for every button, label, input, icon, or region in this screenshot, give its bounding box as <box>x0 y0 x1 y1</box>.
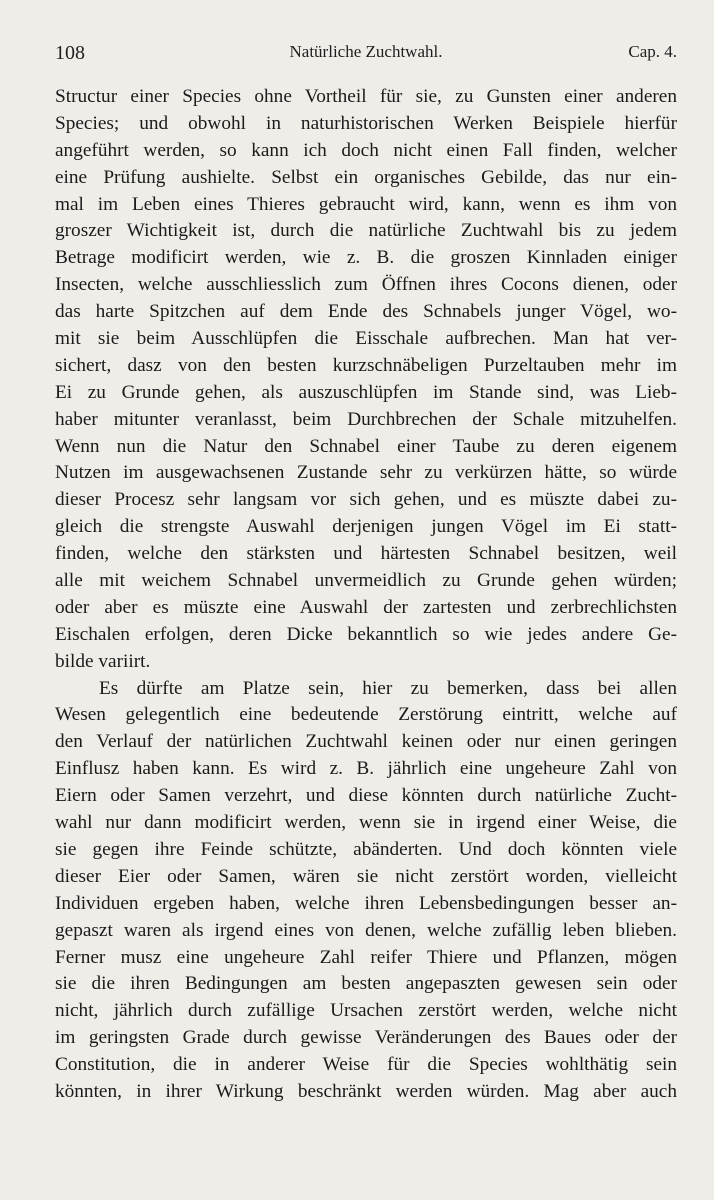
text-line: den Verlauf der natürlichen Zuchtwahl keinen oder nur einen geringen <box>55 731 677 753</box>
text-line: Es dürfte am Platze sein, hier zu bemerken, dass bei allen <box>99 677 677 699</box>
text-line: Constitution, die in anderer Weise für die Species wohlthätig sein <box>55 1054 677 1076</box>
text-line: Nutzen im ausgewachsenen Zustande sehr zu verkürzen hätte, so würde <box>55 462 677 484</box>
text-line: angeführt werden, so kann ich doch nicht einen Fall finden, welcher <box>55 139 677 161</box>
running-head <box>55 42 677 72</box>
text-line: Species; und obwohl in naturhistorischen Werken Beispiele hierfür <box>55 112 677 134</box>
text-line: Insecten, welche ausschliesslich zum Öffnen ihres Cocons dienen, oder <box>55 274 677 296</box>
text-line: sie die ihren Bedingungen am besten angepaszten gewesen sein oder <box>55 973 677 995</box>
body-text <box>55 84 677 1106</box>
text-line: Individuen ergeben haben, welche ihren Lebensbedingungen besser an- <box>55 892 677 914</box>
text-line: im geringsten Grade durch gewisse Veränderungen des Baues oder der <box>55 1027 677 1049</box>
paragraph <box>55 84 677 676</box>
text-line: Einflusz haben kann. Es wird z. B. jährlich eine ungeheure Zahl von <box>55 758 677 780</box>
chapter-reference: Cap. 4. <box>628 42 677 61</box>
text-line: mal im Leben eines Thieres gebraucht wird, kann, wenn es ihm von <box>55 193 677 215</box>
text-line: Eischalen erfolgen, deren Dicke bekanntlich so wie jedes andere Ge- <box>55 623 677 645</box>
text-line: haber mitunter veranlasst, beim Durchbrechen der Schale mitzuhelfen. <box>55 408 677 430</box>
text-line: gleich die strengste Auswahl derjenigen jungen Vögel im Ei statt- <box>55 516 677 538</box>
text-line: Eiern oder Samen verzehrt, und diese könnten durch natürliche Zucht- <box>55 785 677 807</box>
text-line: Ei zu Grunde gehen, als auszuschlüpfen im Stande sind, was Lieb- <box>55 381 677 403</box>
text-line: finden, welche den stärksten und härtesten Schnabel besitzen, weil <box>55 543 677 565</box>
text-line: alle mit weichem Schnabel unvermeidlich zu Grunde gehen würden; <box>55 570 677 592</box>
text-line: Wesen gelegentlich eine bedeutende Zerstörung eintritt, welche auf <box>55 704 677 726</box>
text-line: bilde variirt. <box>55 650 151 672</box>
text-line: Ferner musz eine ungeheure Zahl reifer Thiere und Pflanzen, mögen <box>55 946 677 968</box>
text-line: Structur einer Species ohne Vortheil für sie, zu Gunsten einer anderen <box>55 86 677 107</box>
text-line: eine Prüfung aushielte. Selbst ein organisches Gebilde, das nur ein- <box>55 166 677 188</box>
running-title: Natürliche Zuchtwahl. <box>289 42 443 61</box>
text-line: groszer Wichtigkeit ist, durch die natürliche Zuchtwahl bis zu jedem <box>55 220 677 242</box>
text-line: dieser Procesz sehr langsam vor sich gehen, und es müszte dabei zu- <box>55 489 677 511</box>
text-line: mit sie beim Ausschlüpfen die Eisschale aufbrechen. Man hat ver- <box>55 328 677 350</box>
text-line: nicht, jährlich durch zufällige Ursachen zerstört werden, welche nicht <box>55 1000 677 1022</box>
text-line: könnten, in ihrer Wirkung beschränkt werden würden. Mag aber auch <box>55 1080 677 1102</box>
text-line: Betrage modificirt werden, wie z. B. die groszen Kinnladen einiger <box>55 247 677 269</box>
text-line: dieser Eier oder Samen, wären sie nicht zerstört worden, vielleicht <box>55 865 677 887</box>
text-line: Wenn nun die Natur den Schnabel einer Taube zu deren eigenem <box>55 435 677 457</box>
text-line: das harte Spitzchen auf dem Ende des Schnabels junger Vögel, wo- <box>55 301 677 323</box>
text-line: sie gegen ihre Feinde schützte, abänderten. Und doch könnten viele <box>55 838 677 860</box>
text-line: sichert, dasz von den besten kurzschnäbeligen Purzeltauben mehr im <box>55 354 677 376</box>
text-line: wahl nur dann modificirt werden, wenn sie in irgend einer Weise, die <box>55 812 677 834</box>
paragraph <box>55 676 677 1106</box>
text-line: oder aber es müszte eine Auswahl der zartesten und zerbrechlichsten <box>55 596 677 618</box>
page-number: 108 <box>55 42 85 64</box>
text-line: gepaszt waren als irgend eines von denen, welche zufällig leben blieben. <box>55 919 677 941</box>
